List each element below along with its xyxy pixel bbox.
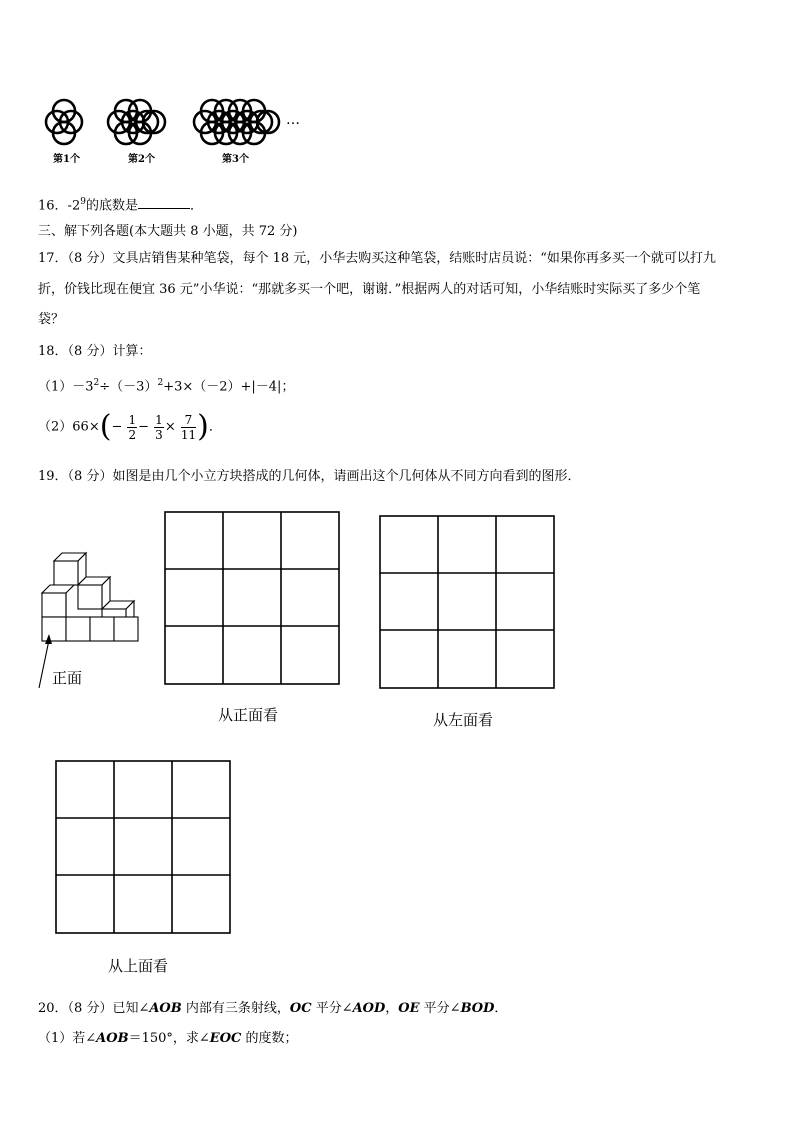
fraction-seven-elevenths: $\frac{7}{11}$	[180, 412, 197, 442]
question-20-part-1: （1）若∠AOB＝150°，求∠EOC 的度数；	[38, 1031, 298, 1046]
question-20: 20．（8 分）已知∠AOB 内部有三条射线，OC 平分∠AOD，OE 平分∠BOD．	[38, 1001, 508, 1016]
question-17-line-1: 17．（8 分）文具店销售某种笔袋，每个 18 元，小华去购买这种笔袋，结账时店员说：“如果你再多买一个就可以打九	[38, 251, 716, 266]
section-heading: 三、解下列各题(本大题共 8 小题，共 72 分)	[38, 224, 298, 239]
fraction-one-half: $\frac{1}{2}$	[128, 412, 137, 442]
question-17-line-3: 袋？	[38, 312, 65, 327]
cube-solid-figure	[30, 540, 150, 692]
ring-caption-1: 第1个	[53, 154, 80, 165]
grid-top-caption: 从上面看	[108, 957, 169, 975]
grid-front-view[interactable]	[163, 510, 343, 688]
question-16: 16．$-2^9$的底数是 ．	[38, 197, 203, 214]
right-paren: )	[197, 409, 209, 444]
grid-front-caption: 从正面看	[218, 706, 279, 724]
grid-left-view[interactable]	[378, 514, 558, 692]
ellipsis: …	[286, 112, 300, 128]
question-19-title: 19．（8 分）如图是由几个小立方块搭成的几何体，请画出这个几何体从不同方向看到的图形．	[38, 469, 581, 484]
grid-left-caption: 从左面看	[433, 711, 494, 729]
question-18-part-2: （2）66×(− $\frac{1}{2}$ − $\frac{1}{3}$ × $\frac{7}{11}$ )．	[38, 409, 222, 444]
fraction-one-third: $\frac{1}{3}$	[155, 412, 163, 442]
grid-top-view[interactable]	[54, 759, 234, 937]
question-17-line-2: 折，价钱比现在便宜 36 元”小华说：“那就多买一个吧，谢谢．”根据两人的对话可知，小华结账时实际买了多少个笔	[38, 282, 701, 297]
answer-blank[interactable]	[138, 196, 190, 209]
ring-pattern-figure	[40, 96, 320, 148]
ring-caption-3: 第3个	[222, 154, 249, 165]
ring-caption-2: 第2个	[128, 154, 155, 165]
question-18-part-1: $(1)-3^2\div(-3)^2+3\times(-2)+|-4|$；	[38, 378, 295, 395]
question-18-title: 18．（8 分）计算：	[38, 344, 152, 359]
front-label: 正面	[52, 669, 83, 687]
left-paren: (	[99, 409, 112, 444]
